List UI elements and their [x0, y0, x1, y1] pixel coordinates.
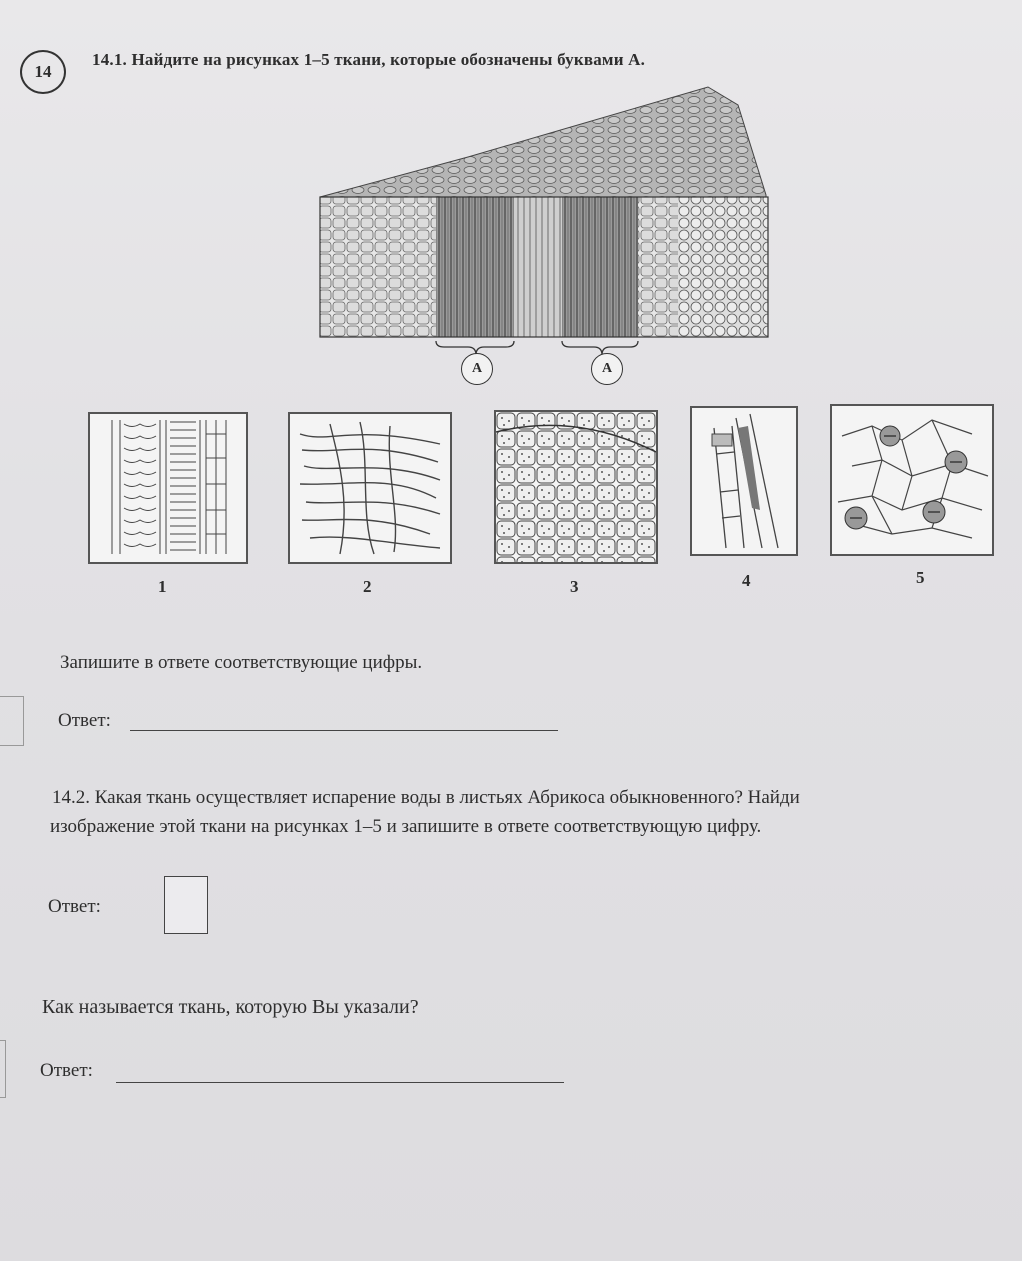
- figure-1-label: 1: [158, 577, 167, 596]
- question-14-2-line-2: изображение этой ткани на рисунках 1–5 и запишите в ответе соответствующую цифру.: [50, 816, 762, 837]
- figure-1-tissue: [88, 412, 248, 564]
- tissue-epidermis-stomata-icon: [832, 406, 992, 554]
- callout-a-left: А: [461, 353, 493, 385]
- figure-5-tissue: [830, 404, 994, 556]
- answer-2-label: Ответ:: [48, 896, 101, 917]
- answer-2-digit-box[interactable]: [164, 876, 208, 934]
- stem-cross-section-illustration: [318, 85, 770, 385]
- tissue-fibers-icon: [290, 414, 450, 562]
- figure-3-label: 3: [570, 577, 579, 596]
- figure-2-tissue: [288, 412, 452, 564]
- answer-1-label: Ответ:: [58, 710, 111, 731]
- question-number: 14: [20, 50, 66, 94]
- answer-3-field[interactable]: [116, 1062, 564, 1083]
- figure-2-label: 2: [363, 577, 372, 596]
- figure-4-tissue: [690, 406, 798, 556]
- figure-3-tissue: [494, 410, 658, 564]
- margin-answer-box-2: [0, 1040, 6, 1098]
- figure-5-label: 5: [916, 568, 925, 587]
- question-14-2-line-1: 14.2. Какая ткань осуществляет испарение воды в листьях Абрикоса обыкновенного? Найди: [52, 787, 800, 808]
- answer-1-field[interactable]: [130, 710, 558, 731]
- tissue-sieve-tubes-icon: [692, 408, 796, 554]
- tissue-parenchyma-icon: [496, 412, 656, 562]
- figure-4-label: 4: [742, 571, 751, 590]
- tissue-vessels-icon: [90, 414, 246, 562]
- question-14-3-text: Как называется ткань, которую Вы указали?: [42, 996, 419, 1018]
- answer-3-label: Ответ:: [40, 1060, 93, 1081]
- instruction-text: Запишите в ответе соответствующие цифры.: [60, 652, 423, 673]
- question-14-1-text: 14.1. Найдите на рисунках 1–5 ткани, которые обозначены буквами А.: [92, 50, 646, 69]
- callout-a-right: А: [591, 353, 623, 385]
- margin-answer-box: [0, 696, 24, 746]
